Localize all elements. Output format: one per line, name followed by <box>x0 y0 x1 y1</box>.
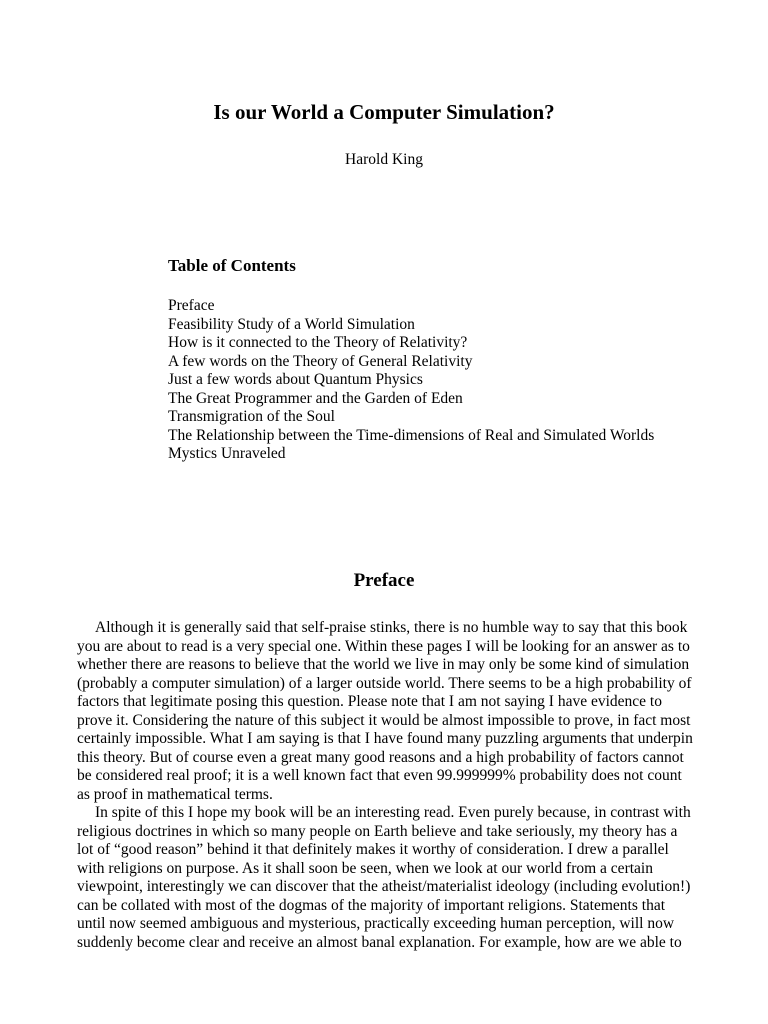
toc-item: Preface <box>168 297 215 314</box>
preface-heading: Preface <box>353 570 415 591</box>
toc-item: Just a few words about Quantum Physics <box>168 371 423 388</box>
preface-paragraph: Although it is generally said that self-praise stinks, there is no humble way to say that this book you are about to read is a very special one. Within these pages I will be looking for an answer as to whether there are reasons to believe that the world we live in may only be some kind of simulation (probably a computer simulation) of a larger outside world. There seems to be a high probability of factors that legitimate posing this question. Please note that I am not saying I have evidence to prove it. Considering the nature of this subject it would be almost impossible to prove, in fact most certainly impossible. What I am saying is that I have found many puzzling arguments that underpin this theory. But of course even a great many good reasons and a high probability of factors cannot be considered real proof; it is a well known fact that even 99.999999% probability does not count as proof in mathematical terms. <box>77 619 693 803</box>
toc-heading: Table of Contents <box>168 256 296 275</box>
toc-item: Mystics Unraveled <box>168 445 286 462</box>
preface-body <box>77 619 693 952</box>
toc-item: Feasibility Study of a World Simulation <box>168 315 415 333</box>
toc-item: Transmigration of the Soul <box>168 408 335 425</box>
toc-item: A few words on the Theory of General Relativity <box>168 352 473 370</box>
toc-item: How is it connected to the Theory of Relativity? <box>168 334 468 351</box>
toc-item: The Relationship between the Time-dimensions of Real and Simulated Worlds <box>168 426 655 444</box>
document-title: Is our World a Computer Simulation? <box>213 100 555 124</box>
toc-list <box>168 297 728 464</box>
document-author: Harold King <box>345 151 423 168</box>
preface-paragraph: In spite of this I hope my book will be an interesting read. Even purely because, in contrast with religious doctrines in which so many people on Earth believe and take seriously, my theory has a lot of “good reason” behind it that definitely makes it worthy of consideration. I drew a parallel with religions on purpose. As it shall soon be seen, when we look at our world from a certain viewpoint, interestingly we can discover that the atheist/materialist ideology (including evolution!) can be collated with most of the dogmas of the majority of important religions. Statements that until now seemed ambiguous and mysterious, practically exceeding human perception, will now suddenly become clear and receive an almost banal explanation. For example, how are we able to <box>77 804 691 951</box>
table-of-contents <box>168 254 728 462</box>
toc-item: The Great Programmer and the Garden of Eden <box>168 389 463 407</box>
